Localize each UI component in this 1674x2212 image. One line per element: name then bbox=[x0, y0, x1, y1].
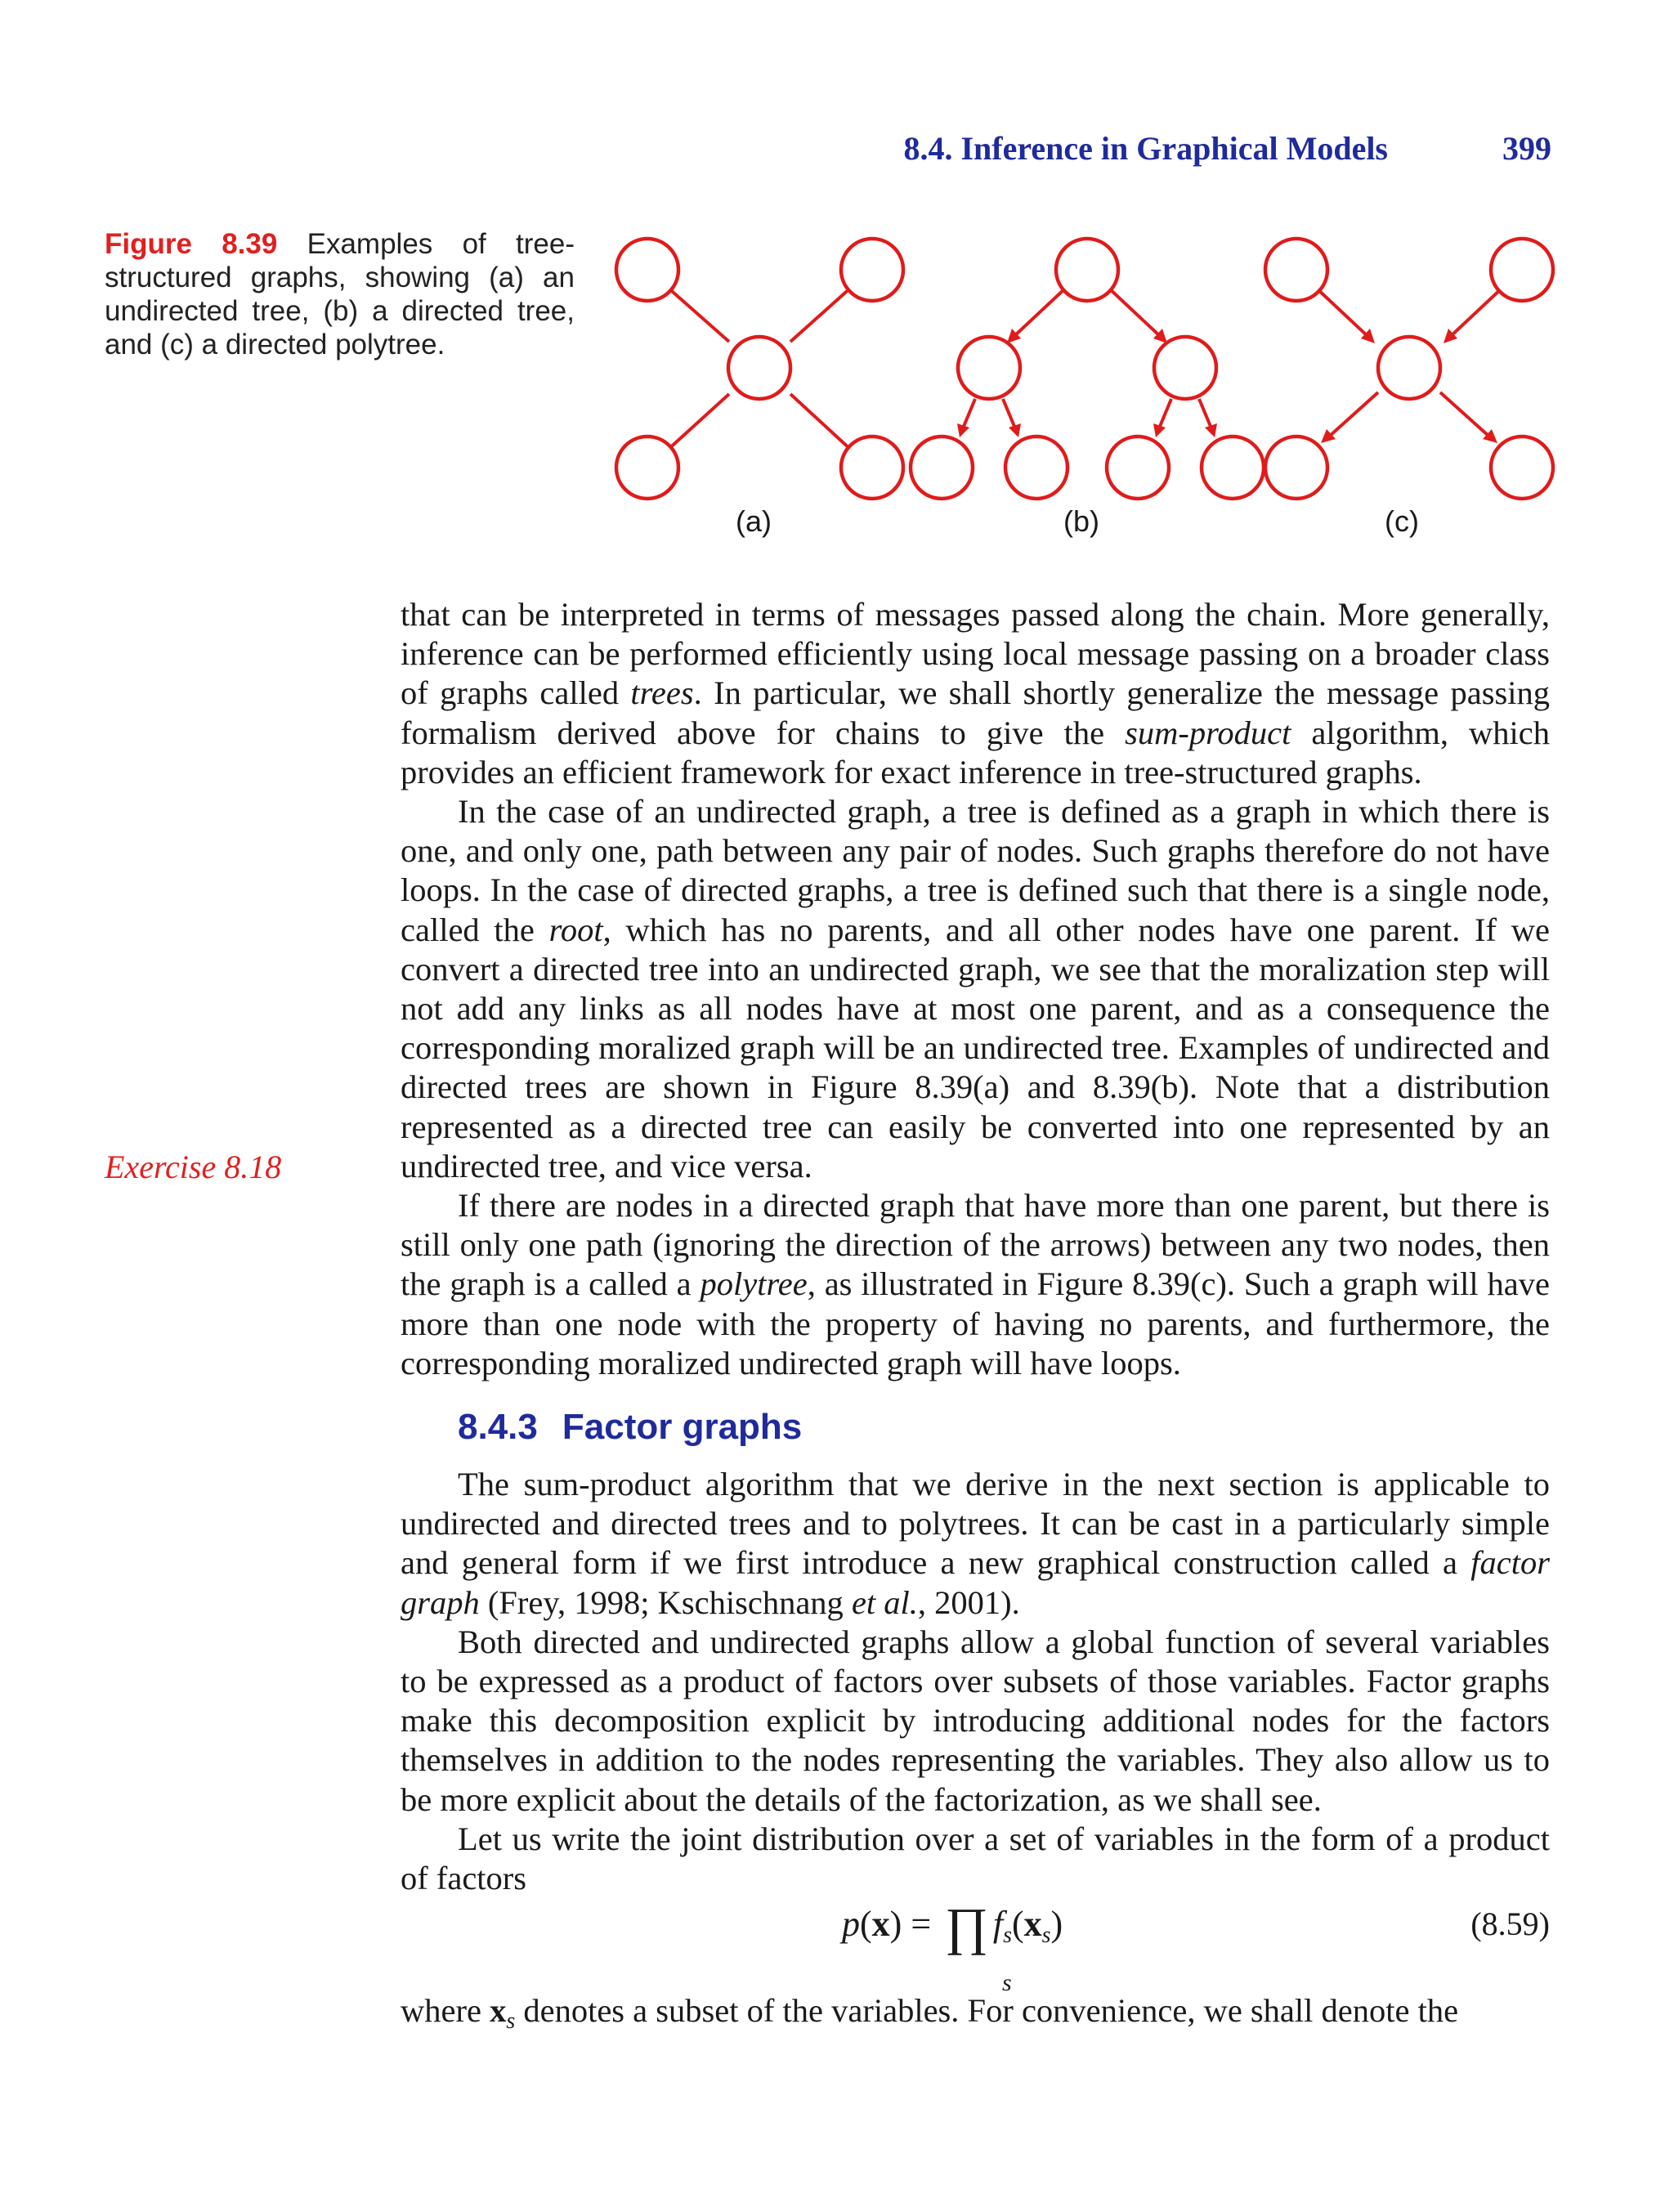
graph-c-directed-polytree bbox=[1265, 239, 1553, 499]
text-run: (Frey, 1998; Kschischnang bbox=[479, 1583, 852, 1621]
emphasis: sum-product bbox=[1125, 714, 1291, 751]
figure-caption-text: Examples of tree-structured graphs, showing (a) an undirected tree, (b) a directed tree, and (c) a directed polytree. bbox=[105, 228, 575, 360]
running-title: 8.4. Inference in Graphical Models bbox=[903, 130, 1388, 167]
text-run: algorithm, which provides an efficient framework for exact inference in tree-structured graphs. bbox=[401, 714, 1550, 790]
graph-b-directed-tree bbox=[911, 239, 1264, 499]
text-run: . In particular, we shall shortly generalize the message passing formalism derived above for chains to give the bbox=[401, 674, 1550, 751]
edge bbox=[666, 394, 729, 451]
graph-node bbox=[958, 337, 1020, 399]
edge bbox=[790, 286, 853, 342]
edge bbox=[1450, 288, 1502, 337]
sublabel-a: (a) bbox=[736, 504, 772, 538]
figure-label: Figure 8.39 bbox=[105, 228, 278, 260]
text-run: If there are nodes in a directed graph that have more than one parent, but there is still only one path (ignoring the direction of the arrows) between any two nodes, then the graph is a called a bbox=[401, 1187, 1550, 1303]
product-symbol: ∏ bbox=[945, 1897, 988, 1956]
eq-token: ) bbox=[1050, 1904, 1063, 1945]
product-index: s bbox=[1002, 1969, 1012, 1997]
edge bbox=[1159, 399, 1171, 428]
edge bbox=[1003, 399, 1015, 428]
paragraph bbox=[401, 595, 1550, 792]
section-number: 8.4.3 bbox=[458, 1407, 538, 1448]
body-text bbox=[401, 595, 1550, 2042]
eq-token: p bbox=[842, 1904, 860, 1945]
graph-node bbox=[1005, 437, 1068, 499]
edge bbox=[790, 394, 853, 451]
eq-token: ( bbox=[860, 1904, 872, 1945]
text-run: In the case of an undirected graph, a tree is defined as a graph in which there is one, and only one, path between any pair of nodes. Such graphs therefore do not have loops. In the case of directed graphs, a tree is defined such that there is a single node, called the bbox=[401, 793, 1550, 948]
paragraph bbox=[401, 1991, 1550, 2041]
graph-node bbox=[1154, 337, 1216, 399]
section-title: Factor graphs bbox=[562, 1407, 803, 1448]
edge bbox=[1440, 392, 1489, 437]
emphasis: polytree bbox=[700, 1265, 808, 1303]
math-var: x bbox=[490, 1992, 507, 2030]
section-heading bbox=[458, 1404, 1550, 1450]
eq-token: f bbox=[992, 1904, 1004, 1945]
arrowhead bbox=[1205, 423, 1217, 437]
sublabel-c: (c) bbox=[1385, 504, 1419, 538]
emphasis: trees bbox=[630, 674, 694, 712]
graph-node bbox=[1265, 437, 1327, 499]
edge bbox=[1014, 288, 1066, 337]
edge bbox=[1199, 399, 1211, 428]
arrowhead bbox=[957, 423, 969, 437]
graph-a-undirected-tree bbox=[616, 239, 903, 499]
arrowhead bbox=[1153, 423, 1166, 437]
edge bbox=[1108, 288, 1161, 337]
eq-token: = bbox=[911, 1904, 932, 1945]
eq-token: x bbox=[1023, 1904, 1042, 1945]
equation-row bbox=[401, 1897, 1550, 1997]
emphasis: et al. bbox=[851, 1583, 918, 1621]
edge bbox=[666, 286, 729, 342]
graph-node bbox=[728, 337, 790, 399]
text-run: that can be interpreted in terms of messages passed along the chain. More generally, inference can be performed efficiently using local message passing on a broader class of graphs called bbox=[401, 596, 1550, 712]
graph-node bbox=[1491, 437, 1553, 499]
equation bbox=[842, 1897, 1063, 1997]
eq-token: x bbox=[871, 1904, 890, 1945]
paragraph: Both directed and undirected graphs allow a global function of several variables to be expressed as a product of factors over subsets of those variables. Factor graphs make this decomposition explicit by introducing additional nodes for the factors themselves in addition to the nodes representing the variables. They also allow us to be more explicit about the details of the factorization, as we shall see. bbox=[401, 1623, 1550, 1818]
graph-node bbox=[1056, 239, 1118, 301]
eq-token: s bbox=[1003, 1923, 1012, 1949]
edge bbox=[1329, 392, 1378, 437]
paragraph bbox=[401, 792, 1550, 1186]
figure-caption bbox=[105, 227, 575, 361]
text-run: , which has no parents, and all other nodes have one parent. If we convert a directed tree into an undirected graph, we see that the moralization step will not add any links as all nodes have at most one parent, and as a consequence the corresponding moralized graph will be an undirected tree. Examples of undirected and directed trees are shown in Figure 8.39(a) and 8.39(b). Note that a distribution represented as a directed tree can easily be converted into one represented by an undirected tree, and vice versa. bbox=[401, 911, 1550, 1184]
graph-node bbox=[1265, 239, 1327, 301]
graph-node bbox=[616, 239, 678, 301]
equation-number: (8.59) bbox=[1470, 1905, 1550, 1943]
eq-token: s bbox=[1041, 1923, 1051, 1949]
running-header bbox=[0, 129, 1674, 175]
arrowhead bbox=[1009, 423, 1021, 437]
graph-node bbox=[616, 437, 678, 499]
eq-token: ( bbox=[1011, 1904, 1024, 1945]
margin-note-exercise: Exercise 8.18 bbox=[105, 1149, 282, 1185]
graph-node bbox=[1378, 337, 1440, 399]
graph-node bbox=[1491, 239, 1553, 301]
emphasis: factor graph bbox=[401, 1544, 1550, 1621]
paragraph bbox=[401, 1186, 1550, 1383]
figure-tree-graphs bbox=[597, 221, 1561, 556]
eq-token: ) bbox=[889, 1904, 902, 1945]
math-sub: s bbox=[506, 2008, 516, 2035]
text-run: where bbox=[401, 1992, 490, 2030]
sublabel-b: (b) bbox=[1063, 504, 1099, 538]
text-run: The sum-product algorithm that we derive in the next section is applicable to undirected and directed trees and to polytrees. It can be cast in a particularly simple and general form if we first introduce a new graphical construction called a bbox=[401, 1466, 1550, 1582]
edge bbox=[1316, 288, 1368, 337]
emphasis: root bbox=[548, 911, 603, 948]
paragraph: Let us write the joint distribution over a set of variables in the form of a product of factors bbox=[401, 1820, 1550, 1897]
graph-node bbox=[841, 437, 903, 499]
graph-node bbox=[911, 437, 973, 499]
page-number: 399 bbox=[1502, 130, 1551, 167]
text-run: denotes a subset of the variables. For convenience, we shall denote the bbox=[515, 1992, 1459, 2030]
text-run: , 2001). bbox=[917, 1583, 1020, 1621]
edge bbox=[963, 399, 975, 428]
paragraph bbox=[401, 1465, 1550, 1623]
text-run: , as illustrated in Figure 8.39(c). Such a graph will have more than one node with the property of having no parents, and furthermore, the corresponding moralized undirected graph will have loops. bbox=[401, 1265, 1550, 1381]
graph-node bbox=[1107, 437, 1169, 499]
graph-node bbox=[1202, 437, 1264, 499]
graph-node bbox=[841, 239, 903, 301]
